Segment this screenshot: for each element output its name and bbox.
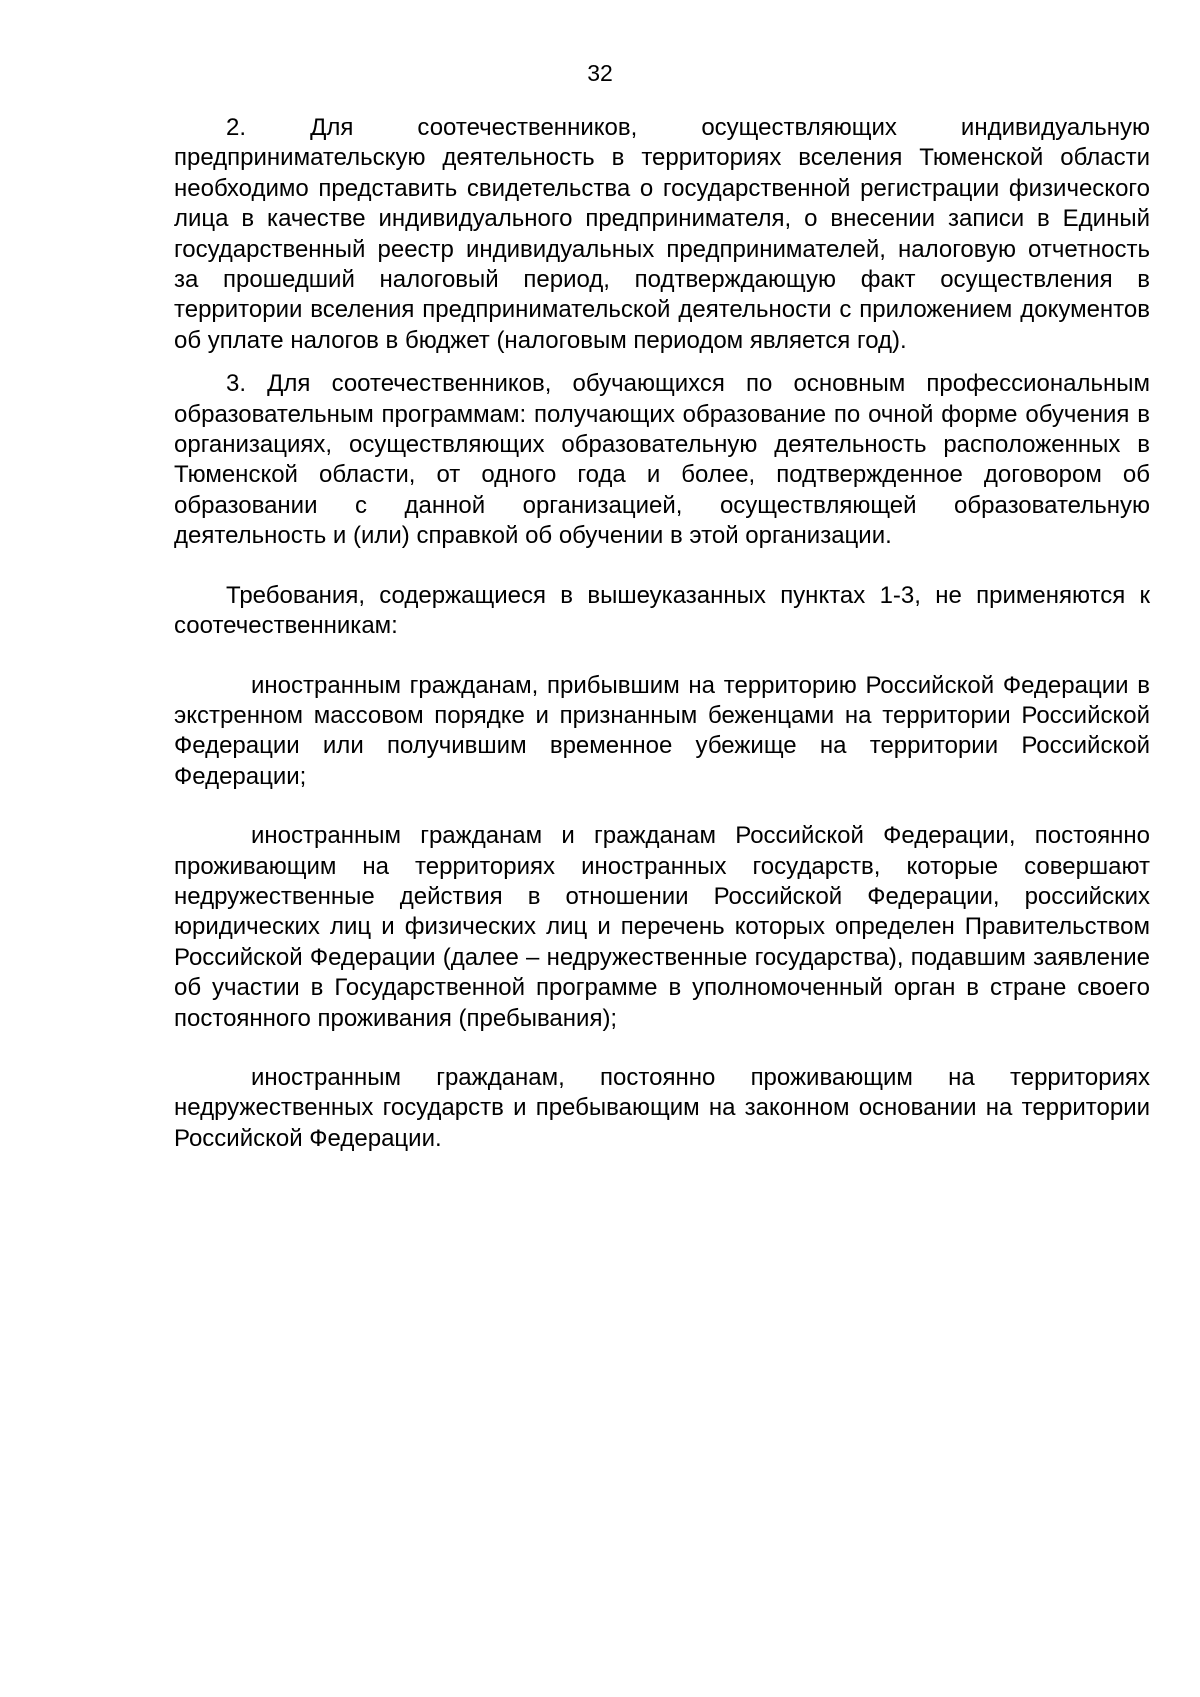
page-number: 32: [587, 60, 613, 86]
paragraph-exemption-unfriendly-states-residents: иностранным гражданам, постоянно проживающим на территориях недружественных государств и пребывающим на законном основании на территории Российской Федерации.: [174, 1063, 1150, 1152]
paragraph-item-2-entrepreneurs: 2. Для соотечественников, осуществляющих индивидуальную предпринимательскую деятельность в территориях вселения Тюменской области необходимо представить свидетельства о государственной регистрации физического лица в качестве индивидуального предпринимателя, о внесении записи в Единый государственный реестр индивидуальных предпринимателей, налоговую отчетность за прошедший налоговый период, подтверждающую факт осуществления в территории вселения предпринимательской деятельности с приложением документов об уплате налогов в бюджет (налоговым периодом является год).: [174, 114, 1150, 354]
paragraph-item-3-students: 3. Для соотечественников, обучающихся по основным профессиональным образовательным программам: получающих образование по очной форме обучения в организациях, осуществляющих образовательную деятельность расположенных в Тюменской области, от одного года и более, подтвержденное договором об образовании с данной организацией, осуществляющей образовательную деятельность и (или) справкой об обучении в этой организации.: [174, 370, 1150, 550]
paragraph-requirements-exemption: Требования, содержащиеся в вышеуказанных пунктах 1-3, не применяются к соотечественникам:: [174, 581, 1150, 640]
paragraph-exemption-refugees: иностранным гражданам, прибывшим на территорию Российской Федерации в экстренном массовом порядке и признанным беженцами на территории Российской Федерации или получившим временное убежище на территории Российской Федерации;: [174, 671, 1150, 790]
paragraph-exemption-unfriendly-states-applicants: иностранным гражданам и гражданам Российской Федерации, постоянно проживающим на территориях иностранных государств, которые совершают недружественные действия в отношении Российской Федерации, российских юридических лиц и физических лиц и перечень которых определен Правительством Российской Федерации (далее – недружественные государства), подавшим заявление об участии в Государственной программе в уполномоченный орган в стране своего постоянного проживания (пребывания);: [174, 822, 1150, 1032]
document-body: [174, 113, 1150, 1154]
